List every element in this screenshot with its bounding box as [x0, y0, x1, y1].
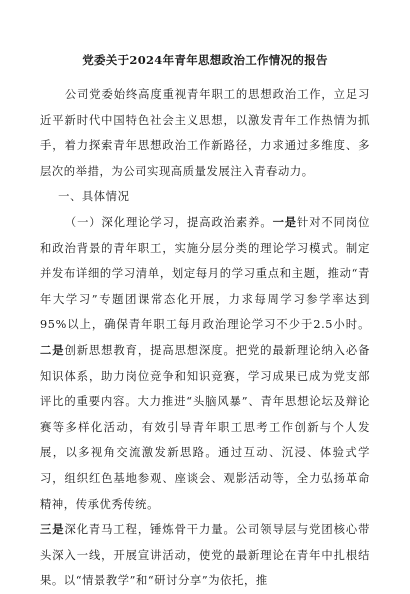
section-heading: 一、具体情况 [58, 190, 130, 204]
point-marker-1: 一是 [272, 214, 298, 229]
intro-paragraph: 公司党委始终高度重视青年职工的思想政治工作，立足习近平新时代中国特色社会主义思想，以激发青年工作热情为抓手，着力探索青年思想政治工作新路径，力求通过多维度、多层次的举措，为公司实现高质量发展注入青春动力。 [40, 88, 370, 178]
point-text-2: 创新思想教育，提高思想深度。把党的最新理论纳入必备知识体系，助力岗位竞争和知识竞赛，学习成果已成为党支部评比的重要内容。大力推进“头脑风暴”、青年思想论坛及辩论赛等多样化活动，有效引导青年职工思考工作创新与个人发展，以多视角交流激发新思路。通过互动、沉浸、体验式学习，组织红色基地参观、座谈会、观影活动等，全力弘扬革命精神，传承优秀传统。 [40, 343, 370, 511]
point-text-3: 深化青马工程，锤炼骨干力量。公司领导层与党团核心带头深入一线，开展宣讲活动，使党的最新理论在青年中扎根结果。以“情景教学”和“研讨分享”为依托，推 [40, 523, 370, 588]
body-paragraph-2 [40, 517, 370, 594]
body-paragraph-1 [40, 210, 370, 517]
subsection-lead: （一）深化理论学习，提高政治素养。 [64, 215, 273, 229]
point-marker-3: 三是 [40, 522, 65, 537]
point-text-1: 针对不同岗位和政治背景的青年职工，实施分层分类的理论学习模式。制定并发布详细的学习清单，划定每月的学习重点和主题，推动“青年大学习”专题团课常态化开展，力求每周学习参学率达到95%以上，确保青年职工每月政治理论学习不少于2.5小时。 [40, 215, 371, 332]
point-marker-2: 二是 [40, 342, 65, 357]
document-title: 党委关于2024年青年思想政治工作情况的报告 [82, 53, 328, 67]
